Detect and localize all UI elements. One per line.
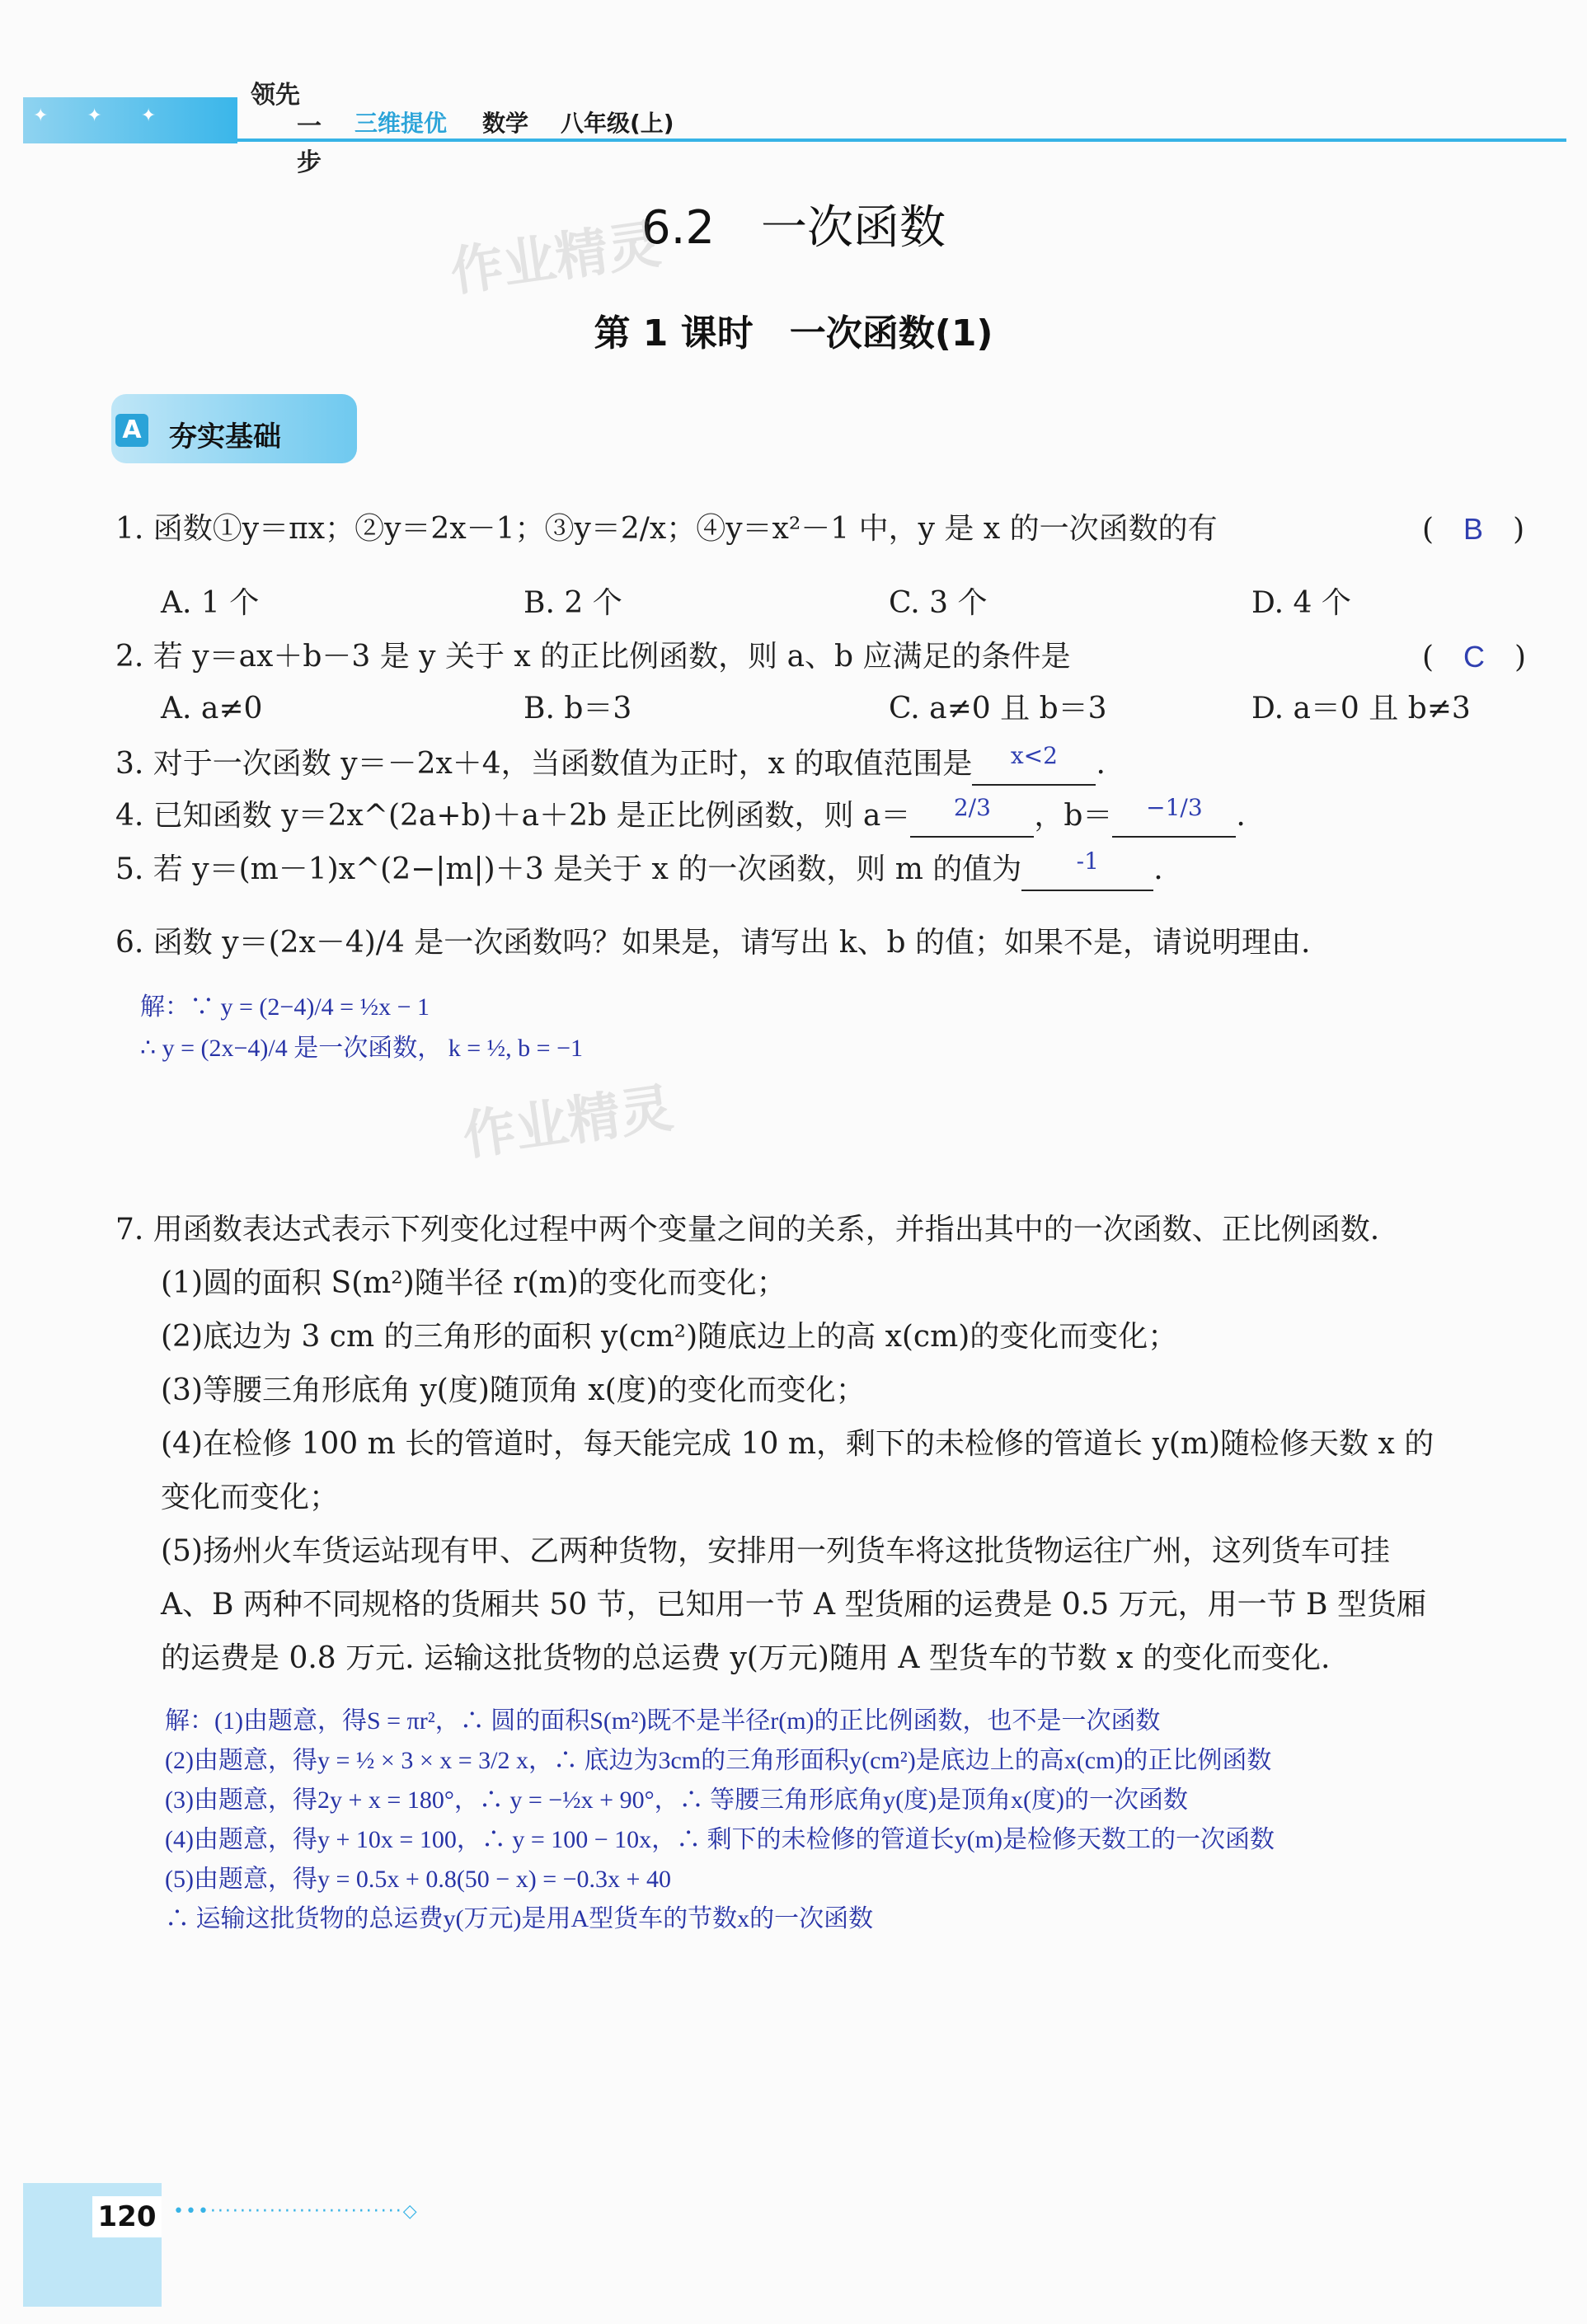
grade-name: 八年级(上) <box>561 110 674 137</box>
q1-option-c: C. 3 个 <box>889 586 988 620</box>
question-6: 6. 函数 y＝(2x－4)/4 是一次函数吗？如果是，请写出 k、b 的值；如果不是，请说明理由. <box>115 926 1311 960</box>
q2-option-c: C. a≠0 且 b＝3 <box>889 692 1107 725</box>
q5-blank <box>1021 847 1153 891</box>
q1-answer: B <box>1463 512 1484 546</box>
q7-solution-line-1: 解：(1)由题意，得S = πr²，∴ 圆的面积S(m²)既不是半径r(m)的正比例函数，也不是一次函数 <box>165 1707 1161 1735</box>
q4-blank-a <box>910 794 1034 838</box>
q7-item-3: (3)等腰三角形底角 y(度)随顶角 x(度)的变化而变化； <box>161 1373 866 1407</box>
q7-solution-line-5: (5)由题意，得y = 0.5x + 0.8(50 − x) = −0.3x + 40 <box>165 1866 671 1893</box>
watermark: 作业精灵 <box>446 214 664 304</box>
q7-item-5-cont-1: A、B 两种不同规格的货厢共 50 节，已知用一节 A 型货厢的运费是 0.5 万元，用一节 B 型货厢 <box>161 1588 1426 1622</box>
q7-item-5-cont-2: 的运费是 0.8 万元. 运输这批货物的总运费 y(万元)随用 A 型货车的节数 x 的变化而变化. <box>161 1641 1331 1675</box>
q3-blank <box>972 742 1096 786</box>
q3-answer: x<2 <box>1010 742 1058 769</box>
question-5: 5. 若 y＝(m－1)x^(2−|m|)＋3 是关于 x 的一次函数，则 m 的值为 $^{-1}$ . <box>115 852 1163 891</box>
q7-item-1: (1)圆的面积 S(m²)随半径 r(m)的变化而变化； <box>161 1266 786 1300</box>
q7-item-2: (2)底边为 3 cm 的三角形的面积 y(cm²)随底边上的高 x(cm)的变化而变化； <box>161 1320 1178 1354</box>
brand-logo <box>247 74 345 177</box>
logo-bottom-text: 一步 <box>297 112 322 177</box>
q7-solution-line-3: (3)由题意，得2y + x = 180°，∴ y = −½x + 90°，∴ 等腰三角形底角y(度)是顶角x(度)的一次函数 <box>165 1786 1189 1814</box>
lesson-title: 第 1 课时 一次函数(1) <box>594 312 993 354</box>
footer-dots: •••··························◇ <box>173 2201 419 2222</box>
q6-solution-line-1: 解：∵ y = (2−4)/4 = ½x − 1 <box>140 993 430 1021</box>
question-3: 3. 对于一次函数 y＝－2x＋4，当函数值为正时，x 的取值范围是 $^{x<2}$ . <box>115 746 1106 786</box>
q4-answer-a: 2/3 <box>953 794 991 821</box>
section-title: 夯实基础 <box>169 420 281 453</box>
question-4: 4. 已知函数 y＝2x^(2a+b)＋a＋2b 是正比例函数，则 a＝ $^{2/3}$ ，b＝ $^{-1/3}$ . <box>115 798 1246 838</box>
q5-answer: -1 <box>1076 847 1099 875</box>
q7-item-5: (5)扬州火车货运站现有甲、乙两种货物，安排用一列货车将这批货物运往广州，这列货车可挂 <box>161 1534 1390 1568</box>
header-dots: ✦ ✦ ✦ <box>33 106 173 126</box>
section-badge: A <box>115 414 148 447</box>
q1-option-d: D. 4 个 <box>1251 586 1351 620</box>
chapter-title: 6.2 一次函数 <box>641 201 946 255</box>
header-rule <box>237 139 1566 142</box>
question-1: 1. 函数①y＝πx；②y＝2x－1；③y＝2/x；④y＝x²－1 中，y 是 x 的一次函数的有 <box>115 512 1218 546</box>
q7-item-4: (4)在检修 100 m 长的管道时，每天能完成 10 m，剩下的未检修的管道长 y(m)随检修天数 x 的 <box>161 1427 1434 1461</box>
q2-option-b: B. b＝3 <box>524 692 632 725</box>
q6-solution-line-2: ∴ y = (2x−4)/4 是一次函数， k = ½, b = −1 <box>140 1035 583 1062</box>
subject-name: 数学 <box>482 110 529 137</box>
q7-solution-line-4: (4)由题意，得y + 10x = 100，∴ y = 100 − 10x，∴ 剩下的未检修的管道长y(m)是检修天数工的一次函数 <box>165 1826 1275 1853</box>
q7-solution-line-6: ∴ 运输这批货物的总运费y(万元)是用A型货车的节数x的一次函数 <box>165 1905 874 1932</box>
question-7: 7. 用函数表达式表示下列变化过程中两个变量之间的关系，并指出其中的一次函数、正比例函数. <box>115 1213 1380 1247</box>
q2-option-d: D. a＝0 且 b≠3 <box>1251 692 1471 725</box>
q5-text: 5. 若 y＝(m－1)x^(2−|m|)＋3 是关于 x 的一次函数，则 m 的值为 <box>115 852 1022 886</box>
logo-top-text: 领先 <box>251 81 300 110</box>
q2-answer-bracket: ( C ) <box>1422 640 1527 674</box>
q3-text: 3. 对于一次函数 y＝－2x＋4，当函数值为正时，x 的取值范围是 <box>115 747 973 781</box>
series-name: 三维提优 <box>354 110 448 137</box>
q4-mid-text: ，b＝ <box>1034 799 1113 833</box>
watermark: 作业精灵 <box>458 1077 677 1168</box>
q7-solution-line-2: (2)由题意，得y = ½ × 3 × x = 3/2 x，∴ 底边为3cm的三角形面积y(cm²)是底边上的高x(cm)的正比例函数 <box>165 1747 1272 1774</box>
q4-text: 4. 已知函数 y＝2x^(2a+b)＋a＋2b 是正比例函数，则 a＝ <box>115 799 911 833</box>
page-number: 120 <box>92 2196 162 2237</box>
q7-item-4-cont: 变化而变化； <box>161 1481 340 1514</box>
q4-answer-b: −1/3 <box>1146 794 1203 821</box>
q1-option-b: B. 2 个 <box>524 586 622 620</box>
q2-option-a: A. a≠0 <box>161 692 263 725</box>
q1-answer-bracket: ( B ) <box>1422 512 1525 547</box>
q2-answer: C <box>1463 640 1486 674</box>
q4-blank-b <box>1112 794 1236 838</box>
question-2: 2. 若 y＝ax＋b－3 是 y 关于 x 的正比例函数，则 a、b 应满足的条件是 <box>115 640 1071 674</box>
q1-option-a: A. 1 个 <box>161 586 260 620</box>
